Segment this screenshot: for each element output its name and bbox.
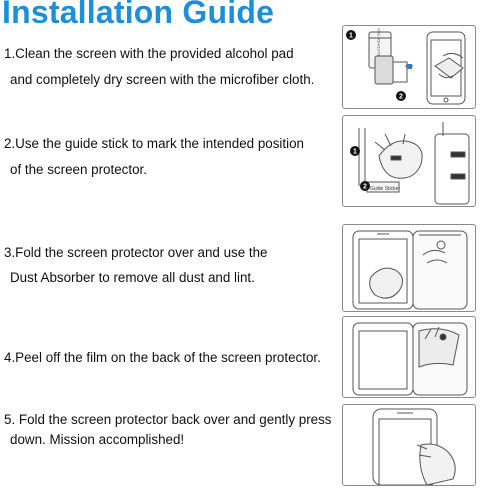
step-2-marker-1: 1 (353, 148, 357, 156)
step-1-marker-1: 1 (349, 32, 353, 40)
step-1-illustration (342, 25, 476, 109)
step-5-line-2: down. Mission accomplished! (10, 432, 185, 447)
step-1-line-1: 1.Clean the screen with the provided alcohol pad (4, 46, 294, 61)
alcohol-pad-label: ALCOHOL PAD (376, 27, 381, 56)
step-4-line-1: 4.Peel off the film on the back of the screen protector. (4, 350, 321, 365)
page-title: Installation Guide (2, 0, 275, 30)
step-3-drawing (343, 225, 475, 311)
step-2-line-2: of the screen protector. (10, 162, 147, 177)
step-2-drawing (343, 116, 475, 206)
step-4-drawing (343, 317, 475, 397)
step-4-illustration (342, 316, 476, 398)
step-3-illustration (342, 224, 476, 312)
step-5-illustration (342, 404, 476, 486)
step-3-line-2: Dust Absorber to remove all dust and lint. (10, 270, 255, 285)
guide-sticker-label: Guide Sticker (370, 186, 401, 192)
step-1-line-2: and completely dry screen with the microfiber cloth. (10, 72, 315, 87)
step-1-drawing (343, 26, 475, 108)
step-5-line-1: 5. Fold the screen protector back over and gently press (4, 412, 332, 427)
step-2-marker-2: 2 (363, 183, 367, 191)
step-5-drawing (343, 405, 475, 485)
step-2-line-1: 2.Use the guide stick to mark the intended position (4, 136, 304, 151)
step-1-marker-2: 2 (399, 93, 403, 101)
step-3-line-1: 3.Fold the screen protector over and use the (4, 245, 268, 260)
step-2-illustration (342, 115, 476, 207)
